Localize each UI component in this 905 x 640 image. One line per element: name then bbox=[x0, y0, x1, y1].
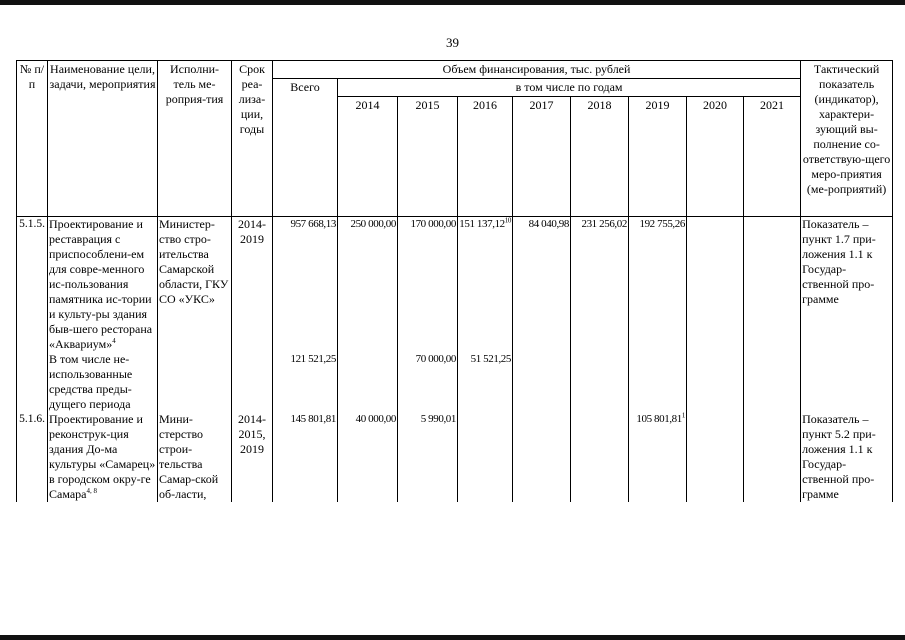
header-year: 2016 bbox=[458, 97, 513, 217]
top-border-line bbox=[0, 0, 905, 5]
row-num: 5.1.6. bbox=[17, 412, 48, 502]
row-2020 bbox=[687, 412, 744, 502]
footnote-mark: 1 bbox=[681, 411, 685, 420]
row-name: В том числе не-использованные средства преды-дущего периода bbox=[48, 352, 158, 412]
header-year: 2018 bbox=[571, 97, 629, 217]
row-2020 bbox=[687, 217, 744, 353]
header-year: 2021 bbox=[744, 97, 801, 217]
header-year: 2019 bbox=[629, 97, 687, 217]
row-indicator: Показатель – пункт 5.2 при-ложения 1.1 к Государ-ственной про-грамме bbox=[801, 412, 893, 502]
row-term bbox=[232, 352, 273, 412]
row-2021 bbox=[744, 412, 801, 502]
row-name: Проектирование и реконструк-ция здания До-ма культуры «Самарец» в городском окру-ге Самара$^{4, 8}$ bbox=[48, 412, 158, 502]
page-number: 39 bbox=[446, 35, 459, 50]
header-term: Срок реа-лиза-ции, годы bbox=[232, 61, 273, 217]
table-row bbox=[17, 352, 893, 412]
header-year: 2017 bbox=[513, 97, 571, 217]
row-term: 2014-2019 bbox=[232, 217, 273, 353]
row-indicator: Показатель – пункт 1.7 при-ложения 1.1 к Государ-ственной про-грамме bbox=[801, 217, 893, 353]
row-2019: 105 801,81$^1$ bbox=[629, 412, 687, 502]
footnote-mark: 4 bbox=[112, 337, 116, 345]
row-num bbox=[17, 352, 48, 412]
row-total: 145 801,81 bbox=[273, 412, 338, 502]
row-2016: 51 521,25 bbox=[458, 352, 513, 412]
header-year: 2014 bbox=[338, 97, 398, 217]
row-2017: 84 040,98 bbox=[513, 217, 571, 353]
row-executor bbox=[158, 352, 232, 412]
row-2019 bbox=[629, 352, 687, 412]
row-executor: Мини-стерство строи-тельства Самар-ской об-ласти, bbox=[158, 412, 232, 502]
header-by-years: в том числе по годам bbox=[338, 79, 801, 97]
row-2014 bbox=[338, 352, 398, 412]
row-2017 bbox=[513, 412, 571, 502]
row-2016 bbox=[458, 412, 513, 502]
header-total: Всего bbox=[273, 79, 338, 217]
bottom-border-line bbox=[0, 635, 905, 640]
footnote-mark: 4, 8 bbox=[86, 487, 97, 495]
header-year: 2015 bbox=[398, 97, 458, 217]
row-2018: 231 256,02 bbox=[571, 217, 629, 353]
row-term: 2014-2015, 2019 bbox=[232, 412, 273, 502]
table-row bbox=[17, 217, 893, 353]
funding-table bbox=[16, 60, 893, 502]
row-2017 bbox=[513, 352, 571, 412]
row-2015: 170 000,00 bbox=[398, 217, 458, 353]
row-2020 bbox=[687, 352, 744, 412]
row-2021 bbox=[744, 352, 801, 412]
row-2018 bbox=[571, 352, 629, 412]
footnote-mark: 10 bbox=[504, 216, 511, 225]
row-2019: 192 755,26 bbox=[629, 217, 687, 353]
row-2015: 5 990,01 bbox=[398, 412, 458, 502]
row-name: Проектирование и реставрация с приспособлени-ем для совре-менного ис-пользования памятника ис-тории и культу-ры здания быв-шего ресторана «Аквариум»$^4$ bbox=[48, 217, 158, 353]
row-2018 bbox=[571, 412, 629, 502]
row-2016: 151 137,12$^{10}$ bbox=[458, 217, 513, 353]
header-name: Наименование цели, задачи, мероприятия bbox=[48, 61, 158, 217]
row-2014: 40 000,00 bbox=[338, 412, 398, 502]
header-year: 2020 bbox=[687, 97, 744, 217]
row-total: 121 521,25 bbox=[273, 352, 338, 412]
row-executor: Министер-ство стро-ительства Самарской области, ГКУ СО «УКС» bbox=[158, 217, 232, 353]
table-row bbox=[17, 412, 893, 502]
row-2015: 70 000,00 bbox=[398, 352, 458, 412]
header-funding: Объем финансирования, тыс. рублей bbox=[273, 61, 801, 79]
header-indicator: Тактический показатель (индикатор), характери-зующий вы-полнение со-ответствую-щего меро-приятия (ме-роприятий) bbox=[801, 61, 893, 217]
row-total: 957 668,13 bbox=[273, 217, 338, 353]
row-2021 bbox=[744, 217, 801, 353]
header-num: № п/п bbox=[17, 61, 48, 217]
row-num: 5.1.5. bbox=[17, 217, 48, 353]
row-2014: 250 000,00 bbox=[338, 217, 398, 353]
header-executor: Исполни-тель ме-роприя-тия bbox=[158, 61, 232, 217]
row-indicator bbox=[801, 352, 893, 412]
